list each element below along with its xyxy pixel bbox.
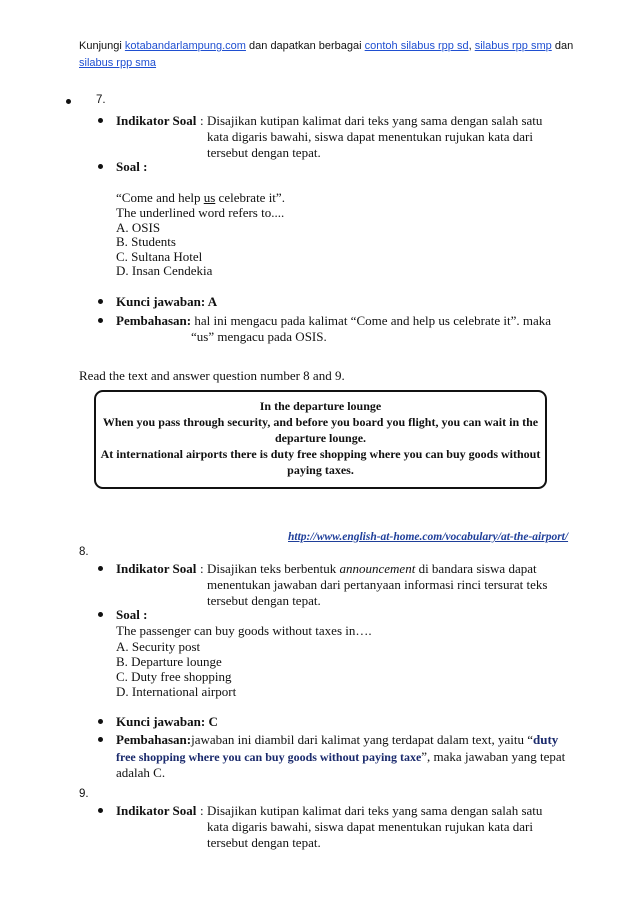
q7-option: D. Insan Cendekia (116, 263, 213, 278)
q8-pembahasan-post: ”, maka jawaban yang tepat (421, 749, 566, 764)
q7-indikator-line: tersebut dengan tepat. (207, 145, 321, 160)
q7-quote (116, 190, 285, 205)
q8-soal-label: Soal : (116, 607, 148, 622)
box-line: paying taxes. (287, 463, 354, 477)
bullet-icon (98, 612, 103, 617)
q9-indikator-line: tersebut dengan tepat. (207, 835, 321, 850)
bullet-icon (66, 99, 71, 104)
bullet-icon (98, 808, 103, 813)
q9-indikator-line: kata digaris bawahi, siswa dapat menentukan rujukan kata dari (207, 819, 533, 834)
reading-text-box (94, 390, 547, 489)
box-line: When you pass through security, and before you board you flight, you can wait in the (102, 415, 539, 429)
q8-option: C. Duty free shopping (116, 669, 232, 684)
q7-pembahasan-text: hal ini mengacu pada kalimat “Come and help us celebrate it”. maka (191, 313, 552, 328)
header-mid: dan dapatkan berbagai (249, 40, 362, 52)
q8-option: A. Security post (116, 639, 201, 654)
q8-indikator-post: di bandara siswa dapat (415, 561, 537, 576)
q7-indikator-line: Disajikan kutipan kalimat dari teks yang sama dengan salah satu (207, 113, 543, 128)
q8-indikator-colon: : (200, 561, 204, 576)
q7-quote-underlined: us (203, 190, 216, 205)
q7-indikator-line: kata digaris bawahi, siswa dapat menentukan rujukan kata dari (207, 129, 533, 144)
q8-option: B. Departure lounge (116, 654, 222, 669)
q8-pembahasan (116, 732, 558, 747)
q8-question: The passenger can buy goods without taxes in…. (116, 623, 372, 638)
bullet-icon (98, 719, 103, 724)
q8-kunci: Kunci jawaban: C (116, 714, 218, 729)
bullet-icon (98, 299, 103, 304)
q7-pembahasan (116, 313, 551, 328)
q8-indikator-label: Indikator Soal (116, 561, 197, 576)
q7-pembahasan-label: Pembahasan: (116, 313, 192, 328)
q8-indikator-em: announcement (339, 561, 416, 576)
q7-soal-label: Soal : (116, 159, 148, 174)
q8-pembahasan-pre: jawaban ini diambil dari kalimat yang terdapat dalam text, yaitu “ (191, 732, 533, 747)
q9-indikator-label: Indikator Soal (116, 803, 197, 818)
q7-pembahasan-line2: “us” mengacu pada OSIS. (191, 329, 327, 344)
q8-pembahasan-line2 (116, 749, 565, 765)
page-header (79, 38, 579, 72)
box-line: At international airports there is duty free shopping where you can buy goods without (100, 447, 541, 461)
q9-number: 9. (79, 788, 89, 800)
bullet-icon (98, 118, 103, 123)
reading-instruction: Read the text and answer question number 8 and 9. (79, 368, 345, 383)
bullet-icon (98, 737, 103, 742)
box-line: departure lounge. (274, 431, 367, 445)
link-silabus-sma[interactable]: silabus rpp sma (79, 57, 157, 69)
q7-question: The underlined word refers to.... (116, 205, 285, 220)
link-kotabandarlampung[interactable]: kotabandarlampung.com (124, 40, 246, 52)
link-silabus-sd[interactable]: contoh silabus rpp sd (364, 40, 469, 52)
q9-indikator-line: Disajikan kutipan kalimat dari teks yang sama dengan salah satu (207, 803, 543, 818)
q8-pembahasan-bold: duty (532, 732, 559, 747)
q9-indikator-colon: : (200, 803, 204, 818)
q7-indikator-label: Indikator Soal (116, 113, 197, 128)
header-and: dan (554, 40, 574, 52)
q8-option: D. International airport (116, 684, 237, 699)
bullet-icon (98, 318, 103, 323)
bullet-icon (98, 164, 103, 169)
q7-option: C. Sultana Hotel (116, 249, 203, 264)
q8-pembahasan-label: Pembahasan: (116, 732, 192, 747)
q8-indikator-line3: tersebut dengan tepat. (207, 593, 321, 608)
header-comma: , (468, 40, 472, 52)
q8-pembahasan-line3: adalah C. (116, 765, 166, 780)
q7-option: B. Students (116, 234, 176, 249)
q7-indikator-colon: : (200, 113, 204, 128)
bullet-icon (98, 566, 103, 571)
q7-quote-post: celebrate it”. (215, 190, 285, 205)
q8-indikator-pre: Disajikan teks berbentuk (207, 561, 340, 576)
q7-option: A. OSIS (116, 220, 161, 235)
header-prefix: Kunjungi (79, 40, 122, 52)
q8-pembahasan-bold2: free shopping where you can buy goods without paying taxe (116, 750, 422, 764)
q7-number: 7. (96, 94, 106, 106)
q7-kunci: Kunci jawaban: A (116, 294, 218, 309)
q8-indikator-line1 (207, 561, 537, 576)
q7-quote-pre: “Come and help (116, 190, 204, 205)
q8-indikator-line2: menentukan jawaban dari pertanyaan informasi rinci tersurat teks (207, 577, 548, 592)
box-title: In the departure lounge (259, 399, 382, 413)
link-silabus-smp[interactable]: silabus rpp smp (474, 40, 552, 52)
source-link[interactable]: http://www.english-at-home.com/vocabulary/at-the-airport/ (288, 531, 569, 543)
q8-number: 8. (79, 546, 89, 558)
